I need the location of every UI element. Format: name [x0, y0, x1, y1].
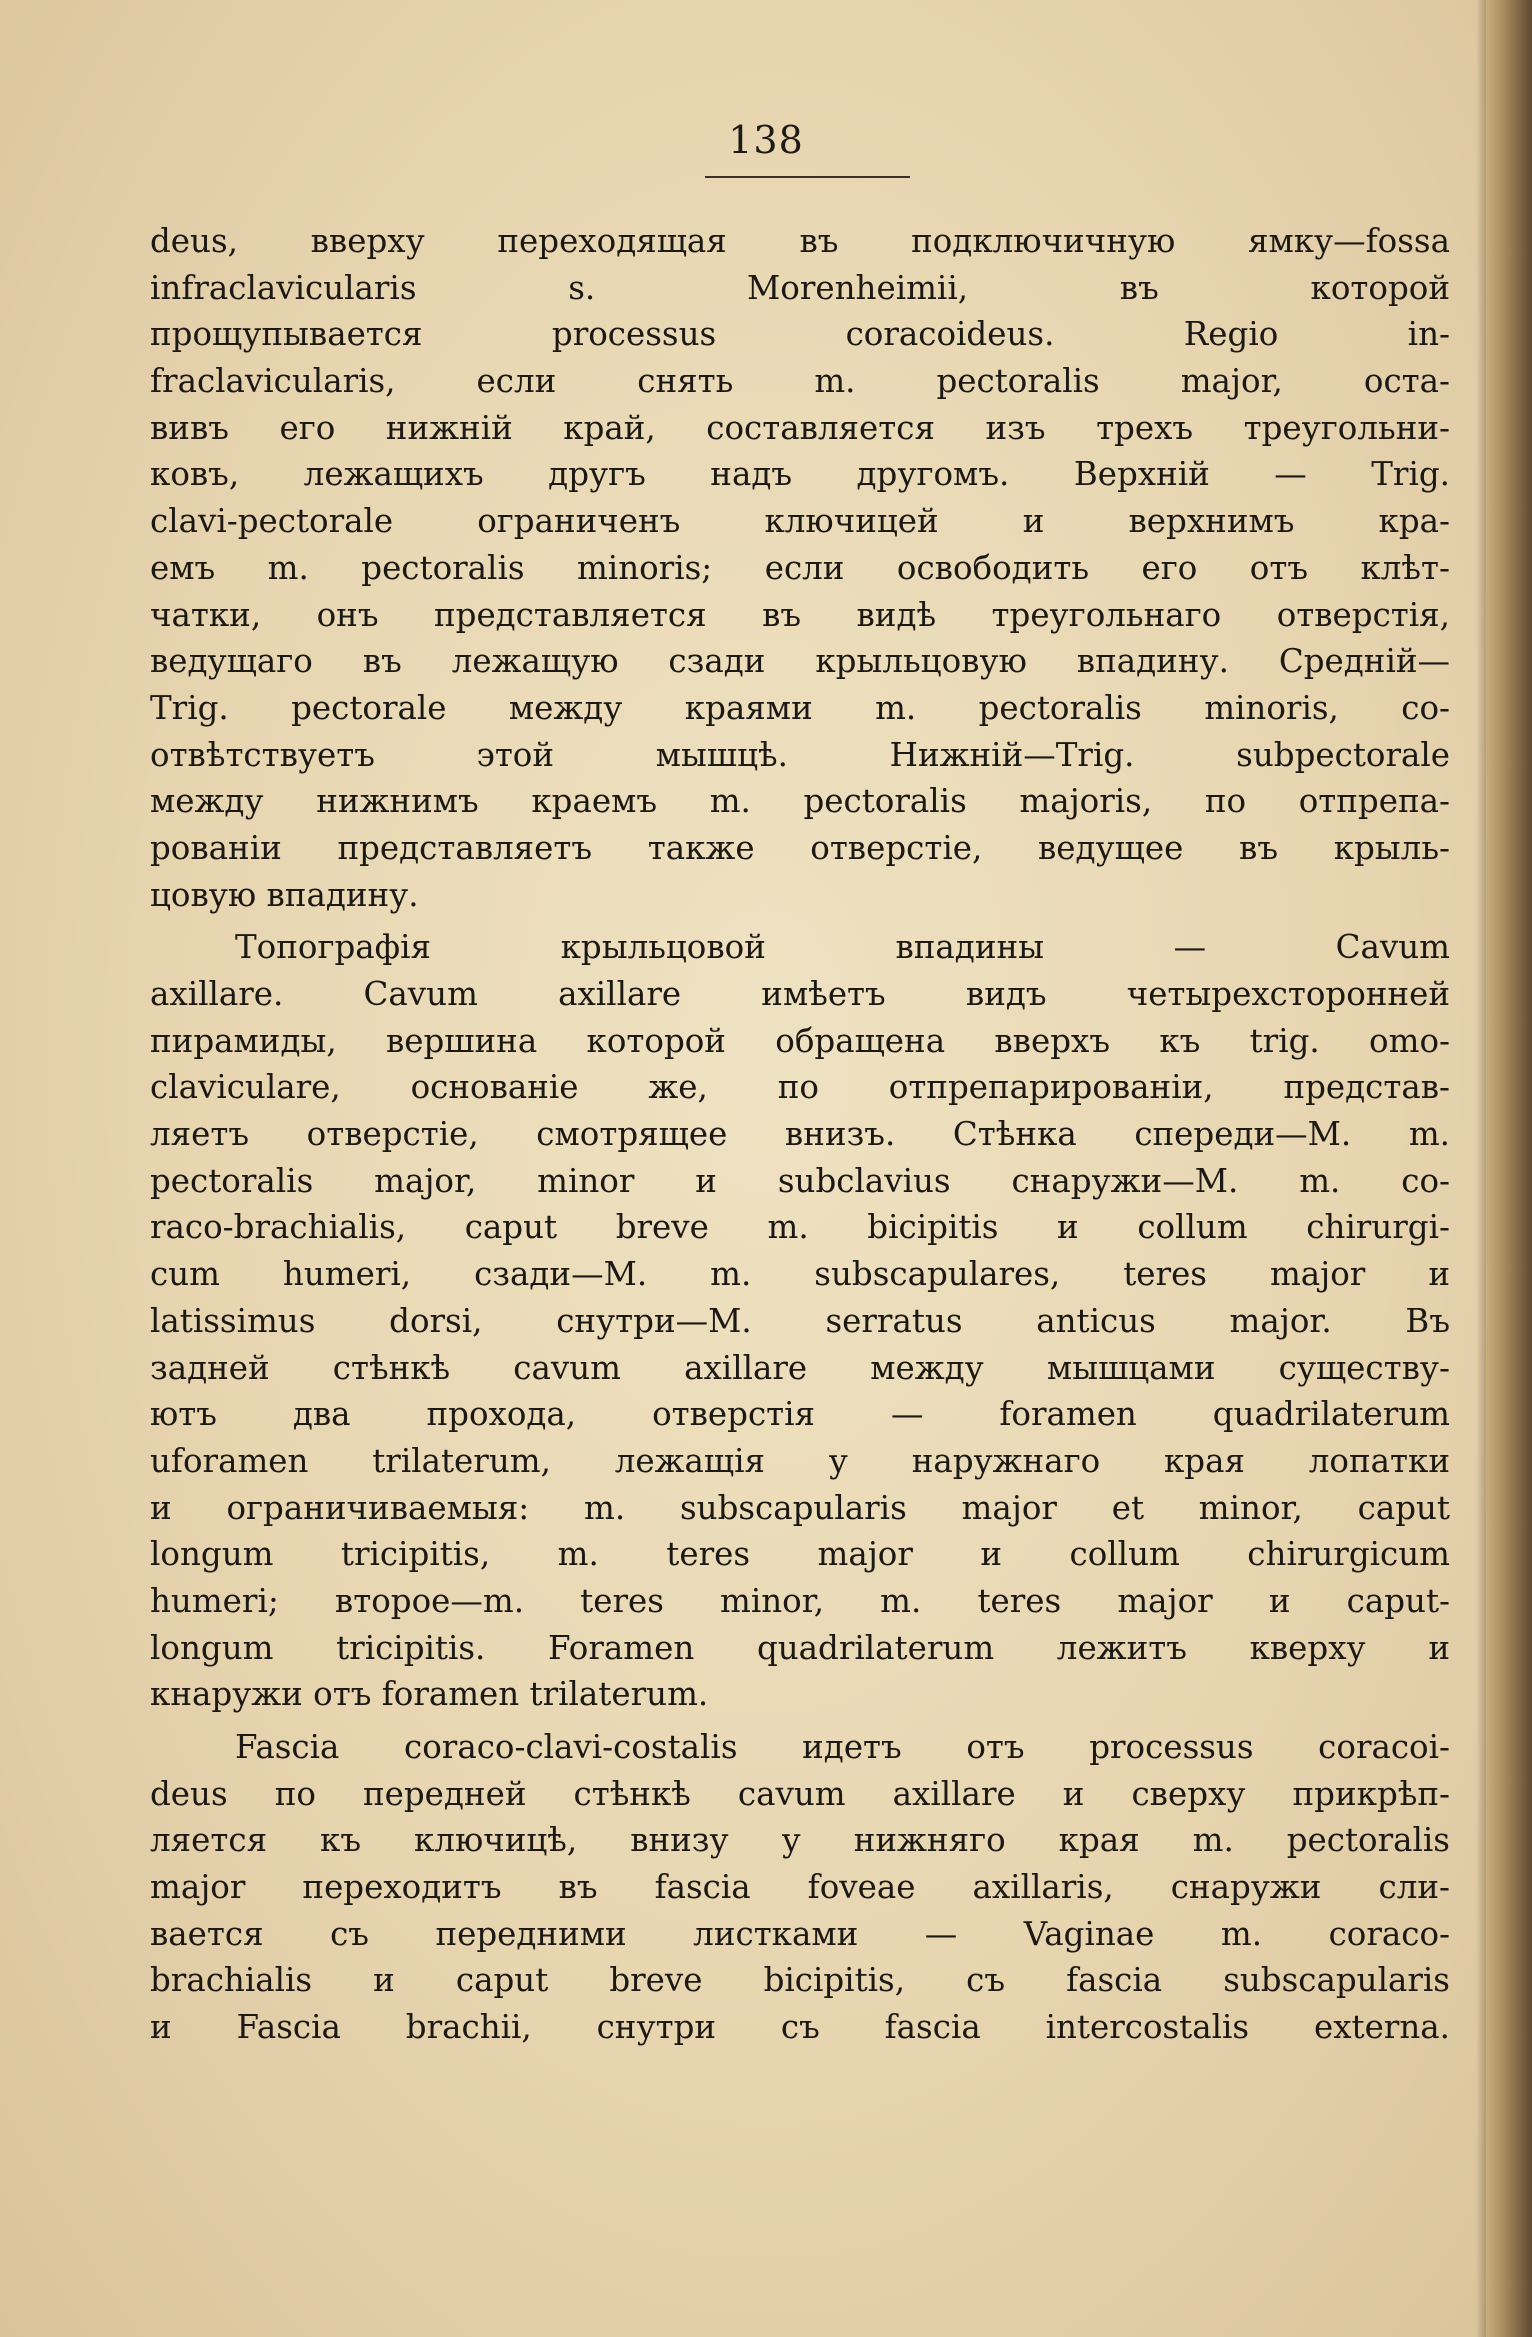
text-line: longum tricipitis. Foramen quadrilaterum лежитъ кверху и [150, 1628, 1450, 1667]
text-line: емъ m. pectoralis minoris; если освободить его отъ клѣт- [150, 548, 1450, 587]
text-line: и ограничиваемыя: m. subscapularis major et minor, caput [150, 1488, 1450, 1527]
paragraph [150, 924, 1450, 1718]
text-line: cum humeri, сзади—M. m. subscapulares, teres major и [150, 1255, 1450, 1294]
text-line: чатки, онъ представляется въ видѣ треугольнаго отверстія, [150, 595, 1450, 634]
text-line: пирамиды, вершина которой обращена вверхъ къ trig. omo- [150, 1021, 1450, 1060]
text-line: ляетъ отверстіе, смотрящее внизъ. Стѣнка спереди—M. m. [150, 1115, 1450, 1154]
text-line: uforamen trilaterum, лежащія у наружнаго края лопатки [150, 1441, 1450, 1480]
text-line: latissimus dorsi, снутри—M. serratus anticus major. Въ [150, 1301, 1450, 1340]
text-line: отвѣтствуетъ этой мышцѣ. Нижній—Trig. subpectorale [150, 735, 1450, 774]
text-line: между нижнимъ краемъ m. pectoralis majoris, по отпрепа- [150, 782, 1450, 821]
text-line: вается съ передними листками — Vaginae m. coraco- [150, 1914, 1450, 1953]
text-line: Trig. pectorale между краями m. pectoralis minoris, со- [150, 688, 1450, 727]
text-line: raco-brachialis, caput breve m. bicipitis и collum chirurgi- [150, 1208, 1450, 1247]
text-line: ютъ два прохода, отверстія — foramen quadrilaterum [150, 1395, 1450, 1434]
text-line: infraclavicularis s. Morenheimii, въ которой [150, 268, 1450, 307]
text-line: deus по передней стѣнкѣ cavum axillare и сверху прикрѣп- [150, 1774, 1450, 1813]
page-edge [1486, 0, 1532, 2337]
text-line: fraclavicularis, если снять m. pectoralis major, оста- [150, 362, 1450, 401]
text-line: ковъ, лежащихъ другъ надъ другомъ. Верхній — Trig. [150, 455, 1450, 494]
text-line: кнаружи отъ foramen trilaterum. [150, 1675, 709, 1714]
text-line: axillare. Cavum axillare имѣетъ видъ четырехсторонней [150, 975, 1450, 1013]
text-line: humeri; второе—m. teres minor, m. teres major и caput- [150, 1581, 1450, 1620]
text-line: brachialis и caput breve bicipitis, съ fascia subscapularis [150, 1961, 1450, 2000]
text-line: ляется къ ключицѣ, внизу у нижняго края m. pectoralis [150, 1821, 1450, 1860]
text-line: claviculare, основаніе же, по отпрепарированіи, представ- [150, 1068, 1450, 1107]
page-number: 138 [728, 118, 804, 162]
text-line: ведущаго въ лежащую сзади крыльцовую впадину. Средній— [150, 642, 1450, 681]
text-line: задней стѣнкѣ cavum axillare между мышцами существу- [150, 1348, 1450, 1387]
text-line: Топографія крыльцовой впадины — Cavum [235, 928, 1450, 967]
text-line: и Fascia brachii, снутри съ fascia intercostalis externa. [150, 2008, 1450, 2047]
text-line: pectoralis major, minor и subclavius снаружи—M. m. co- [150, 1161, 1450, 1200]
text-line: longum tricipitis, m. teres major и collum chirurgicum [150, 1535, 1450, 1574]
text-line: major переходитъ въ fascia foveae axillaris, снаружи сли- [150, 1868, 1450, 1907]
text-line: Fascia coraco-clavi-costalis идетъ отъ processus coracoi- [235, 1728, 1450, 1766]
paragraph [150, 1724, 1450, 2051]
text-line: clavi-pectorale ограниченъ ключицей и верхнимъ кра- [150, 502, 1450, 541]
body-text [150, 218, 1450, 2051]
page-fold-shadow [1476, 0, 1486, 2337]
header-rule [705, 176, 910, 178]
text-line: цовую впадину. [150, 875, 419, 914]
text-line: прощупывается processus coracoideus. Regio in- [150, 315, 1450, 354]
text-line: deus, вверху переходящая въ подключичную ямку—fossa [150, 222, 1450, 260]
text-line: вивъ его нижній край, составляется изъ трехъ треугольни- [150, 408, 1450, 447]
paragraph [150, 218, 1450, 918]
text-line: рованіи представляетъ также отверстіе, ведущее въ крыль- [150, 828, 1450, 867]
